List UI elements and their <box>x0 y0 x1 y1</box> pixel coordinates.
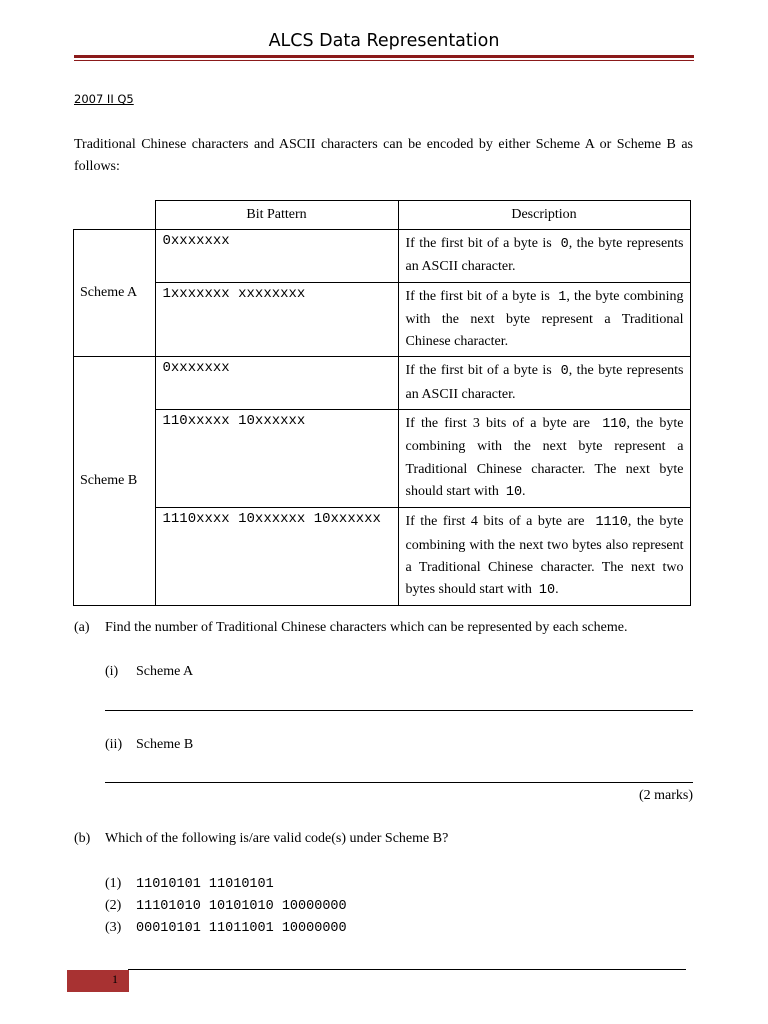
part-a-ii-label: (ii) <box>105 737 123 752</box>
desc-code: 10 <box>538 583 556 599</box>
table-row <box>74 410 691 508</box>
scheme-a-label: Scheme A <box>74 230 156 357</box>
part-a-i-text: Scheme A <box>136 664 194 679</box>
header-bit-pattern: Bit Pattern <box>155 201 398 230</box>
part-a-label: (a) <box>74 620 90 635</box>
desc-text: If the first bit of a byte is <box>405 288 550 304</box>
desc-code: 10 <box>505 484 523 500</box>
desc-text: , the byte represents an ASCII character. <box>405 236 684 275</box>
desc-text: If the first bit of a byte is <box>405 236 552 251</box>
desc-text: , the byte combining with the next two bytes also represent a Traditional Chinese character. The next two bytes should start with <box>405 514 684 598</box>
table-row <box>74 508 691 606</box>
part-b-label: (b) <box>74 831 91 846</box>
encoding-table <box>73 200 691 606</box>
desc-text: If the first bit of a byte is <box>405 363 552 379</box>
desc-text: , the byte combining with the next byte represent a Traditional Chinese character. The next byte should start with <box>405 416 684 499</box>
part-b-question: Which of the following is/are valid code(s) under Scheme B? <box>105 831 449 846</box>
header-description: Description <box>398 201 690 230</box>
option-label: (1) <box>105 876 122 891</box>
description-cell <box>398 508 690 606</box>
page-header-title: ALCS Data Representation <box>268 31 500 51</box>
description-cell <box>398 357 690 410</box>
table-row <box>74 282 691 357</box>
page-number: 1 <box>112 972 118 986</box>
description-cell <box>398 282 690 357</box>
option-code: 00010101 11011001 10000000 <box>136 921 347 936</box>
desc-code: 110 <box>602 417 627 433</box>
intro-paragraph: Traditional Chinese characters and ASCII characters can be encoded by either Scheme A or Scheme B as follows: <box>74 137 693 174</box>
desc-text: . <box>522 483 526 499</box>
table-header-row <box>74 201 691 230</box>
marks-label: (2 marks) <box>638 788 693 803</box>
footer-rule <box>128 969 686 970</box>
desc-text: . <box>555 582 559 598</box>
header-rule-thin <box>74 60 694 61</box>
question-reference: 2007 II Q5 <box>74 92 134 106</box>
desc-code: 1110 <box>595 515 628 531</box>
desc-code: 0 <box>560 237 569 252</box>
option-label: (3) <box>105 920 122 935</box>
option-label: (2) <box>105 898 122 913</box>
bit-pattern-cell: 1xxxxxxx xxxxxxxx <box>155 282 398 357</box>
scheme-b-label: Scheme B <box>74 357 156 606</box>
bit-pattern-cell: 110xxxxx 10xxxxxx <box>155 410 398 508</box>
option-code: 11010101 11010101 <box>136 877 274 892</box>
part-a-question: Find the number of Traditional Chinese characters which can be represented by each scheme. <box>105 620 628 635</box>
desc-text: , the byte represents an ASCII character. <box>405 363 684 402</box>
page-number-box <box>67 970 129 992</box>
bit-pattern-cell: 0xxxxxxx <box>155 357 398 410</box>
description-cell <box>398 230 690 283</box>
table-row <box>74 357 691 410</box>
header-rule-thick <box>74 55 694 58</box>
answer-line <box>105 782 693 783</box>
table-corner-cell <box>74 201 156 230</box>
part-a-ii-text: Scheme B <box>136 737 194 752</box>
desc-text: If the first 3 bits of a byte are <box>405 416 590 432</box>
desc-text: , the byte combining with the next byte represent a Traditional Chinese character. <box>405 288 684 350</box>
option-code: 11101010 10101010 10000000 <box>136 899 347 914</box>
bit-pattern-cell: 1110xxxx 10xxxxxx 10xxxxxx <box>155 508 398 606</box>
desc-code: 0 <box>560 364 569 380</box>
table-row <box>74 230 691 283</box>
description-cell <box>398 410 690 508</box>
desc-code: 1 <box>558 289 567 305</box>
bit-pattern-cell: 0xxxxxxx <box>155 230 398 283</box>
answer-line <box>105 710 693 711</box>
desc-text: If the first 4 bits of a byte are <box>405 514 585 530</box>
part-a-i-label: (i) <box>105 664 119 679</box>
